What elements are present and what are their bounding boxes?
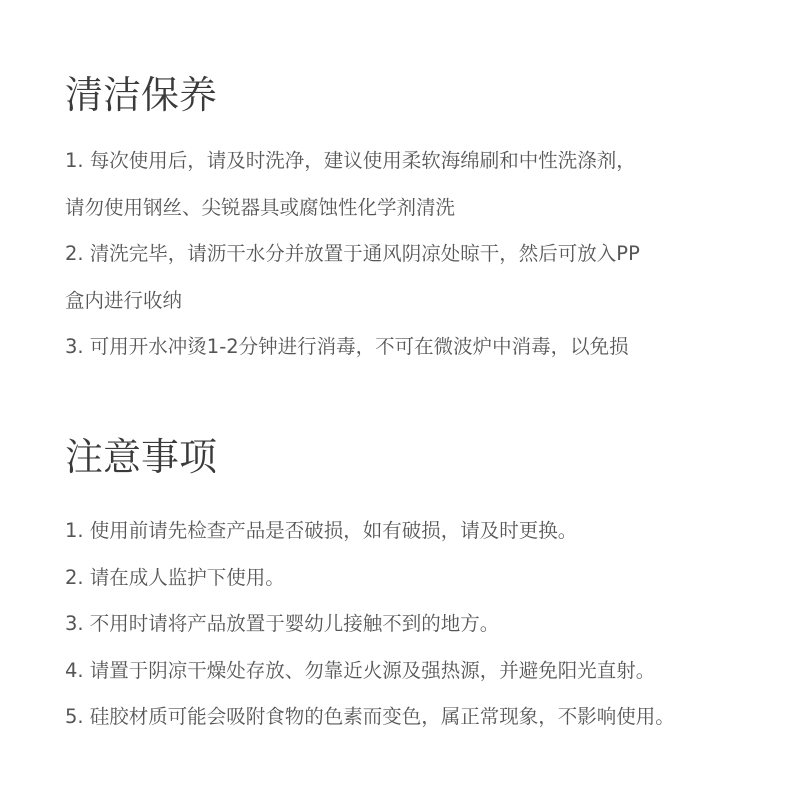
notice-line: 1. 使用前请先检查产品是否破损，如有破损，请及时更换。 <box>65 519 578 542</box>
care-line: 请勿使用钢丝、尖锐器具或腐蚀性化学剂清洗 <box>65 195 456 219</box>
care-heading: 清洁保养 <box>65 73 218 117</box>
notice-list <box>65 508 770 741</box>
care-line: 3. 可用开水冲烫1-2分钟进行消毒，不可在微波炉中消毒，以免损 <box>65 335 629 358</box>
notice-line: 4. 请置于阴凉干燥处存放、勿靠近火源及强热源，并避免阳光直射。 <box>65 658 656 682</box>
notice-heading: 注意事项 <box>65 435 218 479</box>
care-line: 盒内进行收纳 <box>65 288 183 312</box>
care-line: 1. 每次使用后，请及时洗净，建议使用柔软海绵刷和中性洗涤剂， <box>65 149 636 172</box>
care-section <box>65 70 770 371</box>
notice-line: 5. 硅胶材质可能会吸附食物的色素而变色，属正常现象，不影响使用。 <box>65 705 675 728</box>
notice-line: 3. 不用时请将产品放置于婴幼儿接触不到的地方。 <box>65 612 500 635</box>
notice-line: 2. 请在成人监护下使用。 <box>65 565 285 589</box>
notice-section <box>65 432 770 741</box>
care-line: 2. 清洗完毕，请沥干水分并放置于通风阴凉处晾干，然后可放入PP <box>65 242 640 265</box>
care-instructions <box>65 138 770 371</box>
